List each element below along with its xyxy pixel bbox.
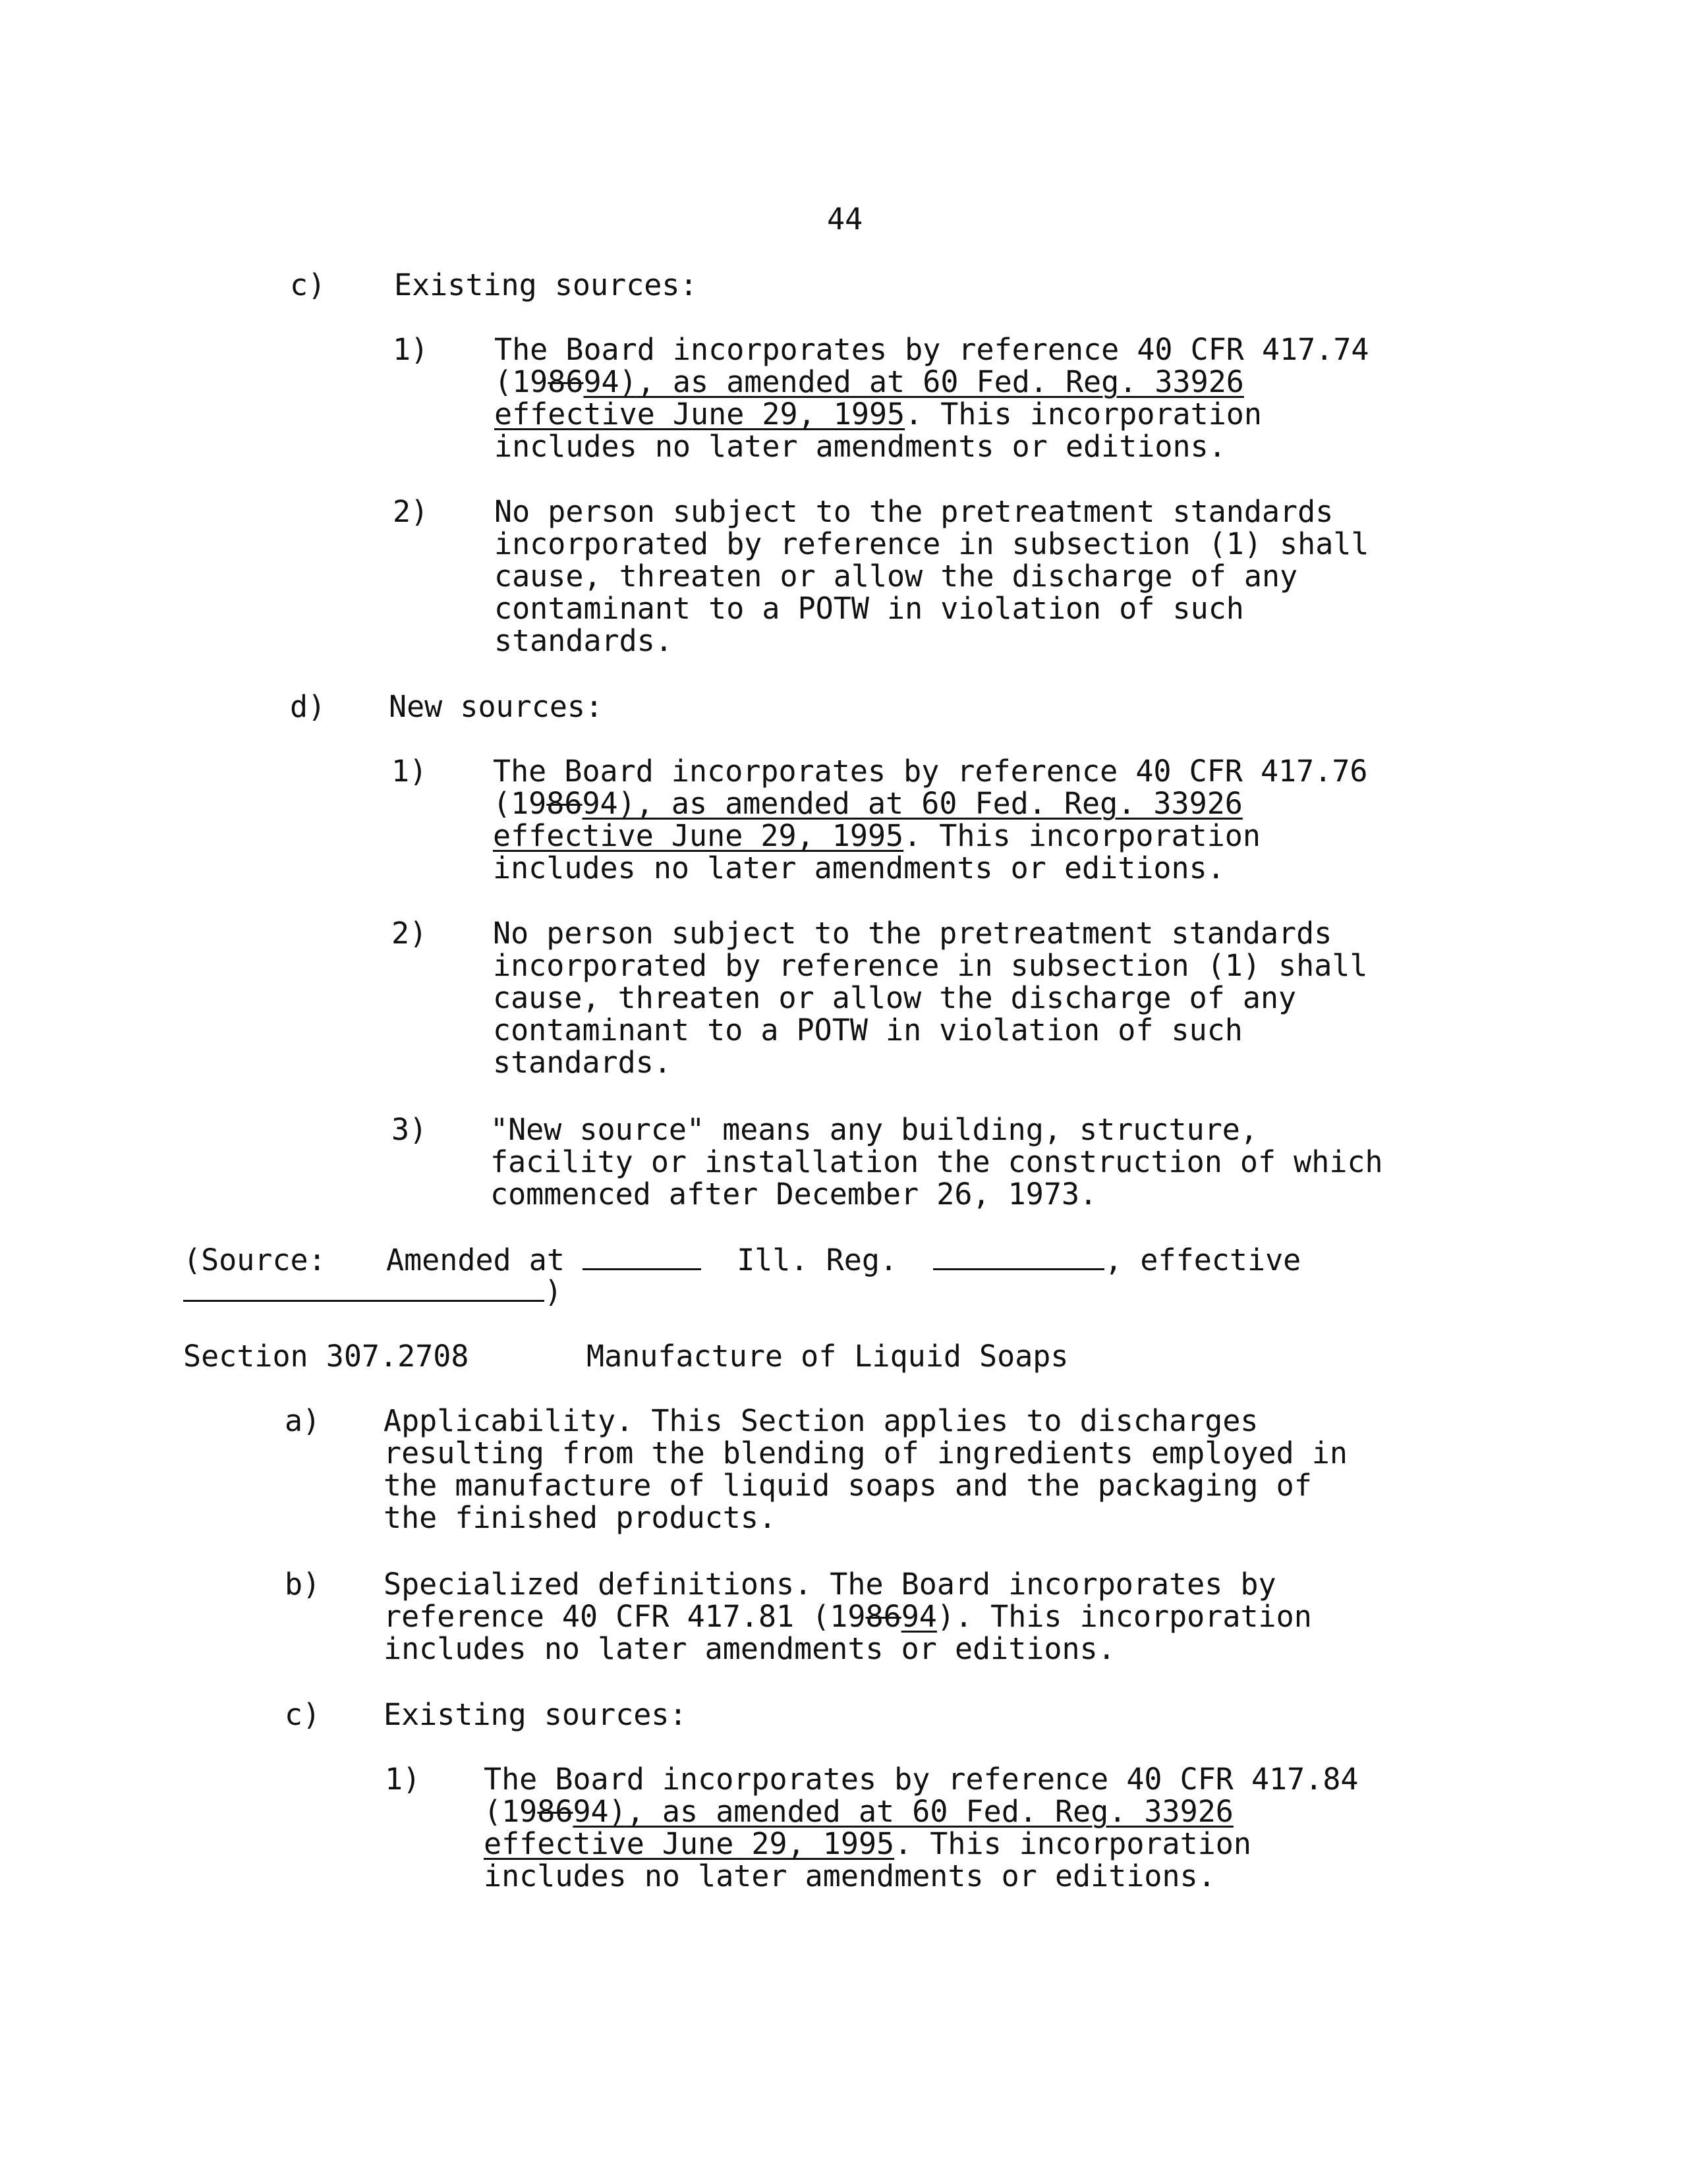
item-label-b: b)	[285, 1567, 321, 1602]
section-number: Section 307.2708	[183, 1339, 469, 1374]
inserted-text: , as amended at 60 Fed. Reg. 33926	[635, 786, 1243, 821]
heading-existing-sources: Existing sources:	[384, 1697, 687, 1732]
text-line: (198694), as amended at 60 Fed. Reg. 33926	[484, 1794, 1234, 1829]
text-line: standards.	[494, 623, 673, 658]
item-label-a: a)	[285, 1403, 321, 1438]
subitem-label: 1)	[393, 332, 429, 367]
item-label-c: c)	[285, 1697, 321, 1732]
source-note-line-2: )	[183, 1275, 562, 1308]
section-title: Manufacture of Liquid Soaps	[586, 1339, 1069, 1374]
inserted-text: , as amended at 60 Fed. Reg. 33926	[637, 364, 1244, 399]
text-line: (198694), as amended at 60 Fed. Reg. 33926	[494, 364, 1244, 399]
text-line: (198694), as amended at 60 Fed. Reg. 33926	[493, 786, 1243, 821]
paragraph-c1	[494, 333, 1369, 462]
text-line: contaminant to a POTW in violation of such	[493, 1013, 1243, 1048]
text-line: facility or installation the construction of which	[490, 1144, 1383, 1179]
inserted-text: 94)	[582, 786, 636, 821]
text-line: cause, threaten or allow the discharge of any	[493, 980, 1297, 1015]
heading-new-sources: New sources:	[389, 689, 604, 724]
text-line: No person subject to the pretreatment standards	[493, 916, 1332, 951]
blank-line	[183, 1276, 544, 1302]
inserted-text: effective June 29, 1995	[493, 818, 904, 853]
blank-line	[933, 1245, 1104, 1270]
text-line: No person subject to the pretreatment standards	[494, 494, 1334, 529]
text-line: The Board incorporates by reference 40 CFR 417.76	[493, 754, 1368, 789]
text-line: includes no later amendments or editions.	[494, 429, 1226, 464]
paragraph-section-c1	[484, 1763, 1359, 1892]
subitem-label: 3)	[391, 1112, 428, 1147]
text-line: Applicability. This Section applies to discharges	[384, 1403, 1259, 1438]
text-line: reference 40 CFR 417.81 (198694). This incorporation	[384, 1599, 1312, 1634]
source-note-line: Amended at Ill. Reg. , effective	[386, 1243, 1301, 1277]
text-line: the manufacture of liquid soaps and the packaging of	[384, 1468, 1312, 1503]
text-line: effective June 29, 1995. This incorporation	[493, 818, 1261, 853]
struck-text: 86	[865, 1599, 901, 1634]
blank-line	[583, 1245, 701, 1270]
source-note-label: (Source:	[183, 1243, 326, 1277]
text-line: incorporated by reference in subsection (1) shall	[493, 948, 1368, 983]
text-line: incorporated by reference in subsection (1) shall	[494, 526, 1369, 561]
struck-text: 86	[546, 786, 583, 821]
subitem-label: 1)	[391, 754, 428, 789]
struck-text: 86	[537, 1794, 573, 1829]
text-line: "New source" means any building, structure,	[490, 1112, 1258, 1147]
inserted-text: 94)	[573, 1794, 627, 1829]
item-label-d: d)	[290, 689, 326, 724]
item-label-c: c)	[290, 267, 326, 302]
subitem-label: 1)	[385, 1762, 421, 1797]
subitem-label: 2)	[391, 916, 428, 951]
inserted-text: 94)	[583, 364, 637, 399]
text-line: effective June 29, 1995. This incorporation	[494, 397, 1262, 432]
text-line: The Board incorporates by reference 40 CFR 417.84	[484, 1762, 1359, 1797]
text-line: cause, threaten or allow the discharge of any	[494, 559, 1298, 594]
inserted-text: effective June 29, 1995	[484, 1826, 895, 1861]
page-number: 44	[827, 202, 863, 237]
text-line: includes no later amendments or editions.	[493, 851, 1225, 885]
text-line: commenced after December 26, 1973.	[490, 1177, 1098, 1212]
paragraph-d1	[493, 755, 1368, 884]
paragraph-applicability	[384, 1405, 1348, 1534]
subitem-label: 2)	[393, 494, 429, 529]
text-line: resulting from the blending of ingredients employed in	[384, 1436, 1348, 1470]
struck-text: 86	[548, 364, 584, 399]
inserted-text: 94	[901, 1599, 937, 1634]
text-line: Specialized definitions. The Board incorporates by	[384, 1567, 1276, 1602]
inserted-text: effective June 29, 1995	[494, 397, 905, 432]
paragraph-c2	[494, 495, 1369, 657]
heading-existing-sources: Existing sources:	[394, 267, 698, 302]
text-line: The Board incorporates by reference 40 CFR 417.74	[494, 332, 1369, 367]
paragraph-d2	[493, 917, 1368, 1078]
paragraph-d3	[490, 1113, 1383, 1210]
text-line: includes no later amendments or editions.	[384, 1631, 1116, 1666]
text-line: effective June 29, 1995. This incorporation	[484, 1826, 1251, 1861]
paragraph-definitions	[384, 1568, 1312, 1665]
text-line: the finished products.	[384, 1500, 777, 1535]
text-line: standards.	[493, 1045, 671, 1080]
text-line: contaminant to a POTW in violation of such	[494, 591, 1244, 626]
text-line: includes no later amendments or editions.	[484, 1859, 1216, 1893]
inserted-text: , as amended at 60 Fed. Reg. 33926	[626, 1794, 1234, 1829]
